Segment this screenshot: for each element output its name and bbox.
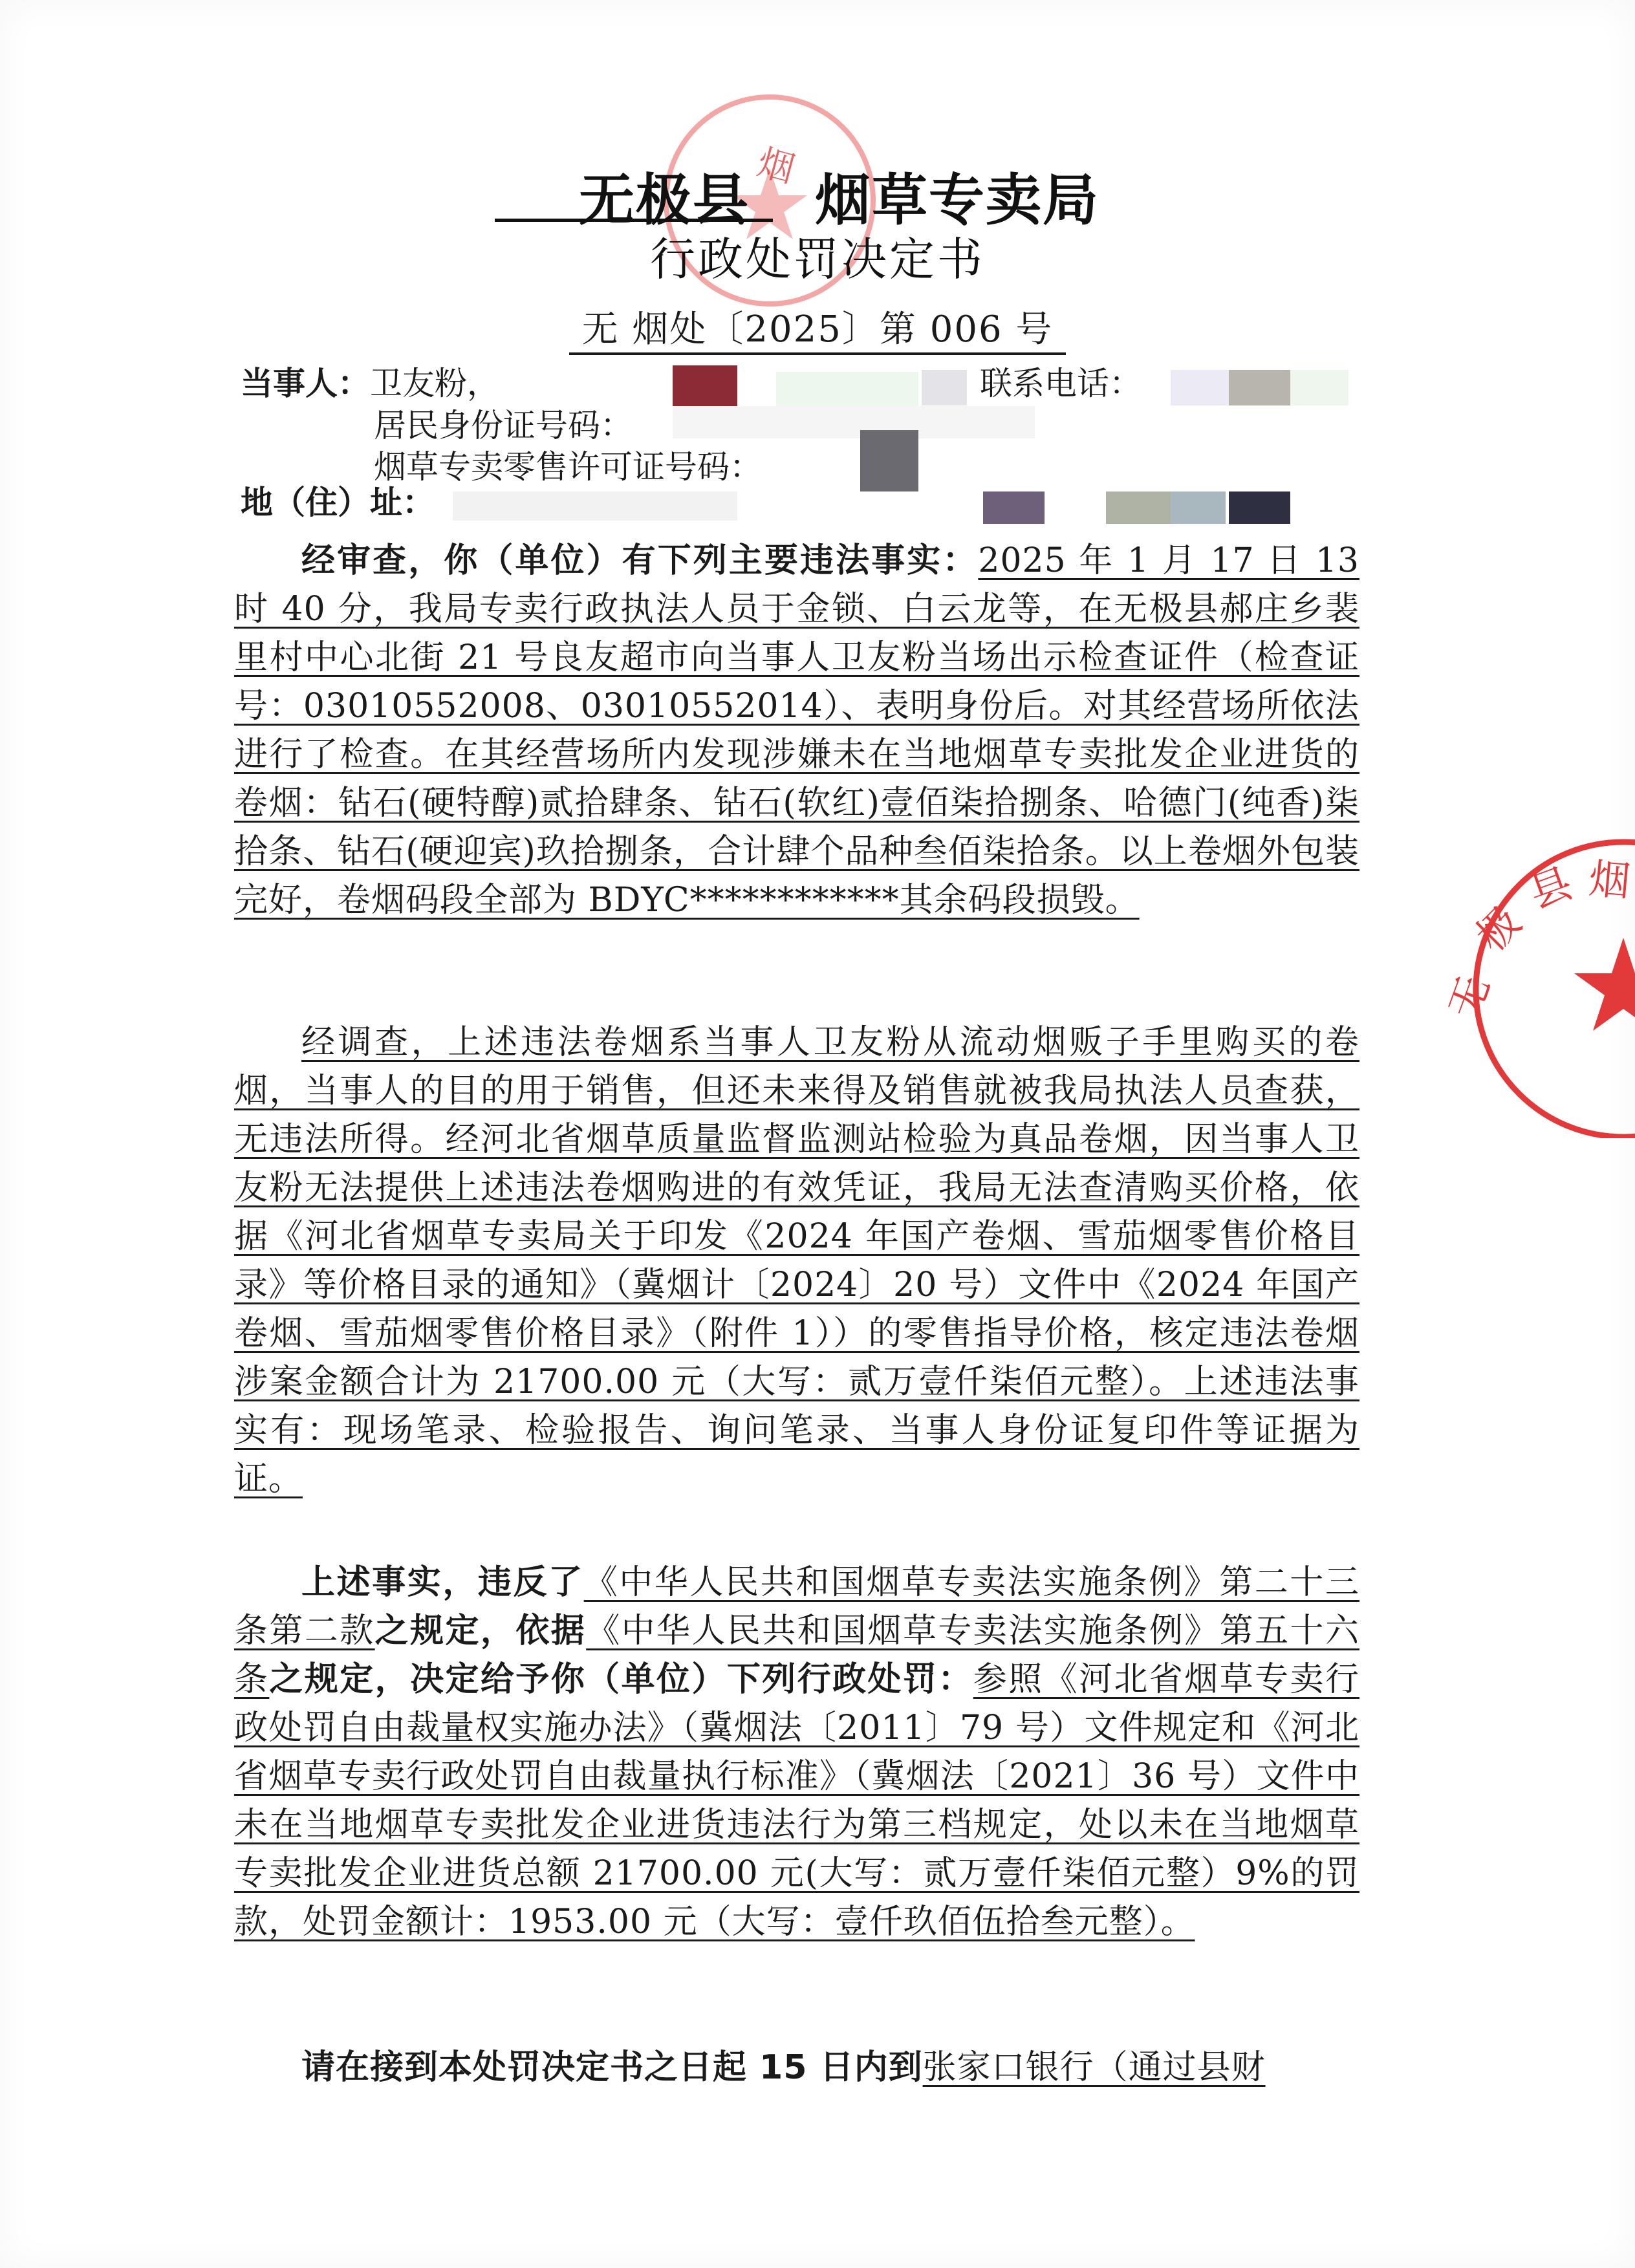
phone-line — [980, 367, 1142, 400]
svg-text:县: 县 — [1523, 859, 1579, 919]
violation-facts-text: 2025 年 1 月 17 日 13 时 40 分，我局专卖行政执法人员于金锁、白云龙等，在无极县郝庄乡裴里村中心北街 21 号良友超市向当事人卫友粉当场出示检查证件（检查证号：03010552008、03010552014）、表明身份后。对其经营场所依法进行了检查。在其经营场所内发现涉嫌未在当地烟草专卖批发企业进货的卷烟：钻石(硬特醇)贰拾肆条、钻石(软红)壹佰柒拾捌条、哈德门(纯香)柒拾条、钻石(硬迎宾)玖拾捌条，合计肆个品种叁佰柒拾条。以上卷烟外包装完好，卷烟码段全部为 BDYC************其余码段损毁。 — [234, 541, 1359, 920]
penalty-lead: 上述事实，违反了 — [301, 1563, 584, 1602]
party-label: 当事人： — [241, 365, 370, 402]
violation-facts-paragraph — [234, 537, 1359, 925]
redaction-block — [673, 365, 737, 411]
payment-lead: 请在接到本处罚决定书之日起 15 日内到 — [301, 2048, 923, 2087]
redaction-block — [1290, 370, 1348, 405]
party-line — [241, 367, 499, 400]
bureau-name: 烟草专卖局 — [815, 168, 1099, 233]
party-name: 卫友粉， — [370, 365, 499, 402]
redaction-block — [1171, 491, 1226, 524]
payment-paragraph — [234, 2044, 1359, 2092]
redaction-block — [922, 370, 967, 405]
investigation-text: 经调查，上述违法卷烟系当事人卫友粉从流动烟贩子手里购买的卷烟，当事人的目的用于销售，但还未来得及销售就被我局执法人员查获，无违法所得。经河北省烟草质量监督监测站检验为真品卷烟，因当事人卫友粉无法提供上述违法卷烟购进的有效凭证，我局无法查清购买价格，依据《河北省烟草专卖局关于印发《2024 年国产卷烟、雪茄烟零售价格目录》等价格目录的通知》（冀烟计〔2024〕20 号）文件中《2024 年国产卷烟、雪茄烟零售价格目录》（附件 1））的零售指导价格，核定违法卷烟涉案金额合计为 21700.00 元（大写：贰万壹仟柒佰元整）。上述违法事实有：现场笔录、检验报告、询问笔录、当事人身份证复印件等证据为证。 — [234, 1023, 1359, 1498]
id-number-line — [374, 409, 633, 442]
redaction-block — [673, 406, 1035, 438]
svg-text:无: 无 — [1440, 970, 1500, 1026]
redaction-block — [1229, 370, 1290, 405]
penalty-mid-2: 之规定，决定给予你（单位）下列行政处罚： — [269, 1660, 973, 1699]
penalty-text: 参照《河北省烟草专卖行政处罚自由裁量权实施办法》（冀烟法〔2011〕79 号）文件规定和《河北省烟草专卖行政处罚自由裁量执行标准》（冀烟法〔2021〕36 号）文件中未在当地烟草专卖批发企业进货违法行为第三档规定，处以未在当地烟草专卖批发企业进货总额 21700.00 元(大写：贰万壹仟柒佰元整）9%的罚款，处罚金额计：1953.00 元（大写：壹仟玖佰伍拾叁元整）。 — [234, 1660, 1359, 1941]
address-line — [241, 486, 435, 519]
investigation-paragraph — [234, 1019, 1359, 1504]
svg-text:烟: 烟 — [1586, 855, 1632, 907]
document-title: 行政处罚决定书 — [650, 233, 985, 286]
payment-bank: 张家口银行（通过县财 — [922, 2048, 1266, 2087]
violation-facts-lead: 经审查，你（单位）有下列主要违法事实： — [301, 541, 979, 580]
redaction-block — [983, 491, 1045, 524]
redaction-block — [1106, 491, 1171, 524]
penalty-paragraph — [234, 1559, 1359, 1947]
issuing-authority — [479, 155, 1190, 233]
id-number-label: 居民身份证号码： — [374, 407, 633, 444]
county-name: 无极县 — [579, 168, 750, 233]
document-number-text: 无 烟处〔2025〕第 006 号 — [569, 301, 1067, 355]
license-line — [374, 448, 762, 486]
violated-law: 《中华人民共和国烟草专卖法实施条例》第二十三条第二款 — [234, 1563, 1359, 1650]
basis-law: 《中华人民共和国烟草专卖法实施条例》第五十六条 — [234, 1612, 1359, 1699]
penalty-mid-1: 之规定，依据 — [374, 1612, 587, 1650]
svg-text:极: 极 — [1467, 898, 1531, 962]
official-seal-right — [1429, 834, 1635, 1138]
phone-label: 联系电话： — [980, 365, 1142, 402]
license-label: 烟草专卖零售许可证号码： — [374, 448, 762, 486]
redaction-block — [860, 430, 918, 491]
redaction-block — [453, 491, 737, 521]
address-label: 地（住）址： — [241, 484, 435, 521]
redaction-block — [1229, 491, 1290, 524]
redaction-block — [1171, 370, 1229, 405]
svg-text:烟: 烟 — [753, 141, 799, 191]
document-number — [0, 301, 1635, 355]
redaction-block — [776, 372, 918, 407]
